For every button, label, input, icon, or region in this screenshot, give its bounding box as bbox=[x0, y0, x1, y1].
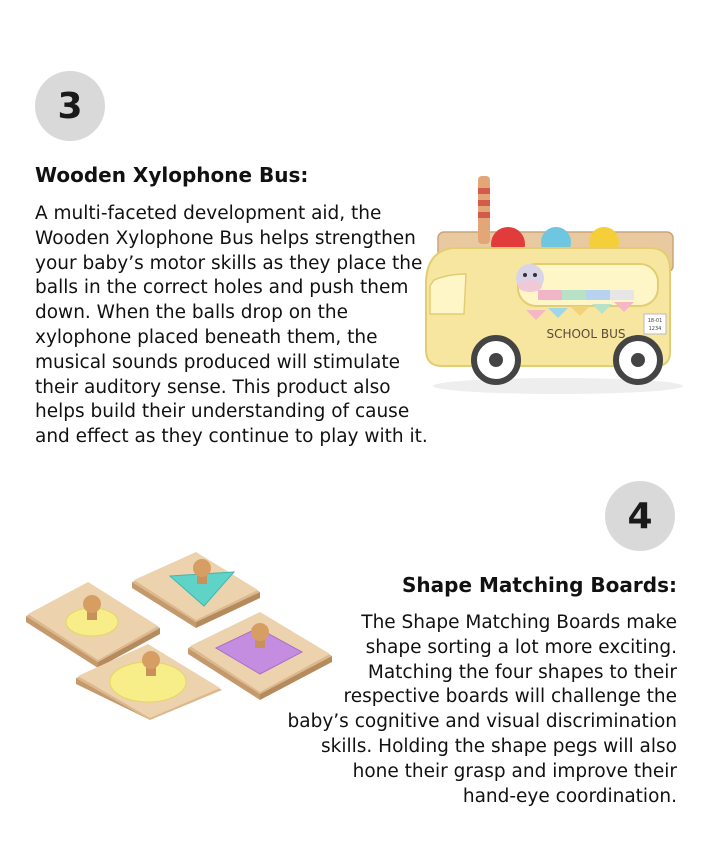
description-line: down. When the balls drop on the bbox=[35, 302, 348, 324]
description-line: respective boards will challenge the bbox=[343, 686, 677, 708]
section-4-description bbox=[288, 611, 677, 809]
bus-sign-text: SCHOOL BUS bbox=[546, 327, 626, 341]
section-3-number-badge: 3 bbox=[35, 71, 105, 141]
rear-wheel-icon bbox=[616, 338, 660, 382]
description-line: hand-eye coordination. bbox=[462, 785, 677, 807]
front-wheel-icon bbox=[474, 338, 518, 382]
shape-matching-boards-image bbox=[20, 548, 335, 720]
description-line: your baby’s motor skills as they place the bbox=[35, 252, 423, 274]
description-line: The Shape Matching Boards make bbox=[361, 612, 677, 633]
section-4-title: Shape Matching Boards: bbox=[402, 573, 677, 597]
license-plate-line1: 18-01 bbox=[647, 318, 663, 324]
description-line: A multi-faceted development aid, the bbox=[35, 203, 382, 224]
description-line: helps build their understanding of cause bbox=[35, 401, 410, 423]
description-line: balls in the correct holes and push them bbox=[35, 277, 409, 299]
description-line: their auditory sense. This product also bbox=[35, 376, 391, 398]
description-line: Wooden Xylophone Bus helps strengthen bbox=[35, 227, 416, 249]
section-3-description bbox=[35, 202, 428, 450]
description-line: musical sounds produced will stimulate bbox=[35, 351, 400, 373]
description-line: Matching the four shapes to their bbox=[367, 661, 677, 683]
section-4-number-badge: 4 bbox=[605, 481, 675, 551]
description-line: shape sorting a lot more exciting. bbox=[365, 636, 677, 658]
license-plate-line2: 1234 bbox=[648, 326, 662, 332]
section-3-title: Wooden Xylophone Bus: bbox=[35, 163, 309, 187]
description-line: hone their grasp and improve their bbox=[352, 760, 677, 782]
description-line: xylophone placed beneath them, the bbox=[35, 326, 378, 348]
teal-triangle-board bbox=[132, 552, 260, 628]
description-line: baby’s cognitive and visual discrimination bbox=[287, 711, 677, 733]
description-line: skills. Holding the shape pegs will also bbox=[321, 735, 677, 757]
description-line: and effect as they continue to play with it. bbox=[35, 426, 428, 448]
xylophone-bus-image bbox=[408, 174, 693, 404]
